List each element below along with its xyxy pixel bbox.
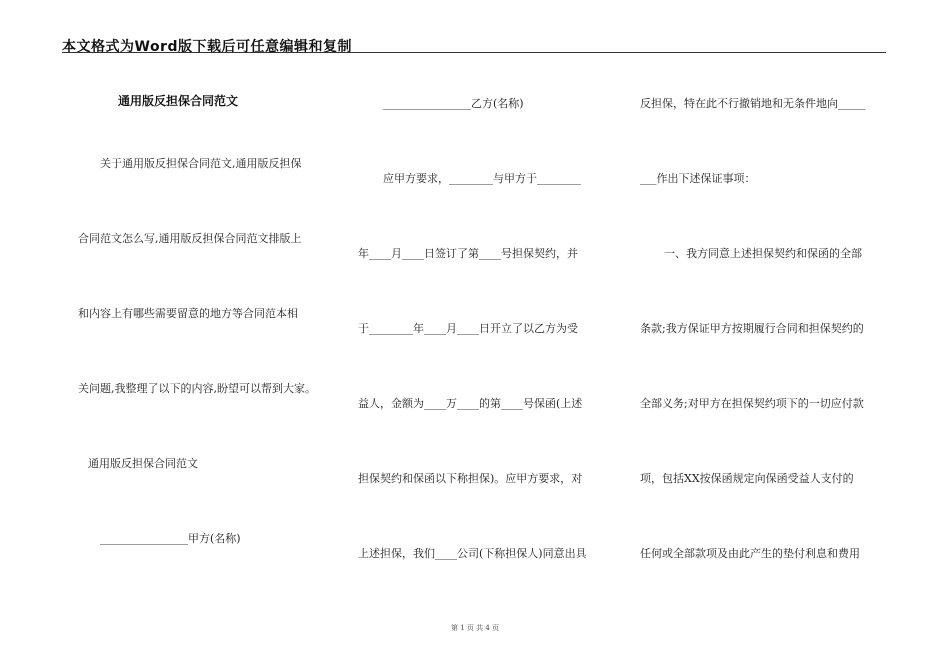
col2-line-6: 担保契约和保函以下称担保)。应甲方要求，对 (358, 472, 583, 485)
document-banner: 本文格式为Word版下载后可任意编辑和复制 (62, 39, 352, 55)
col1-party-a: ________________甲方(名称) (100, 532, 241, 545)
document-title: 通用版反担保合同范文 (118, 94, 239, 108)
col3-line-5: 全部义务;对甲方在担保契约项下的一切应付款 (640, 397, 864, 410)
col2-line-5: 益人，金额为____万____的第____号保函(上述 (358, 397, 583, 410)
col2-line-7: 上述担保，我们____公司(下称担保人)同意出具 (358, 547, 587, 560)
header-rule (62, 52, 886, 53)
col3-line-4: 条款;我方保证甲方按期履行合同和担保契约的 (640, 322, 864, 335)
col3-line-1: 反担保，特在此不行撤销地和无条件地向_____ (640, 97, 866, 110)
col2-line-4: 于________年____月____日开立了以乙方为受 (358, 322, 578, 335)
col2-line-1: ________________乙方(名称) (383, 97, 524, 110)
col1-line-4: 关问题,我整理了以下的内容,盼望可以帮到大家。 (78, 382, 316, 395)
col1-subtitle: 通用版反担保合同范文 (88, 457, 198, 470)
page-footer: 第 1 页 共 4 页 (450, 624, 500, 632)
col1-line-3: 和内容上有哪些需要留意的地方等合同范本相 (78, 307, 298, 320)
col3-line-2: ___作出下述保证事项： (640, 172, 756, 185)
col1-line-1: 关于通用版反担保合同范文,通用版反担保 (100, 157, 302, 170)
col3-line-7: 任何或全部款项及由此产生的垫付利息和费用 (640, 547, 860, 560)
col3-line-3: 一、我方同意上述担保契约和保函的全部 (664, 247, 862, 260)
col3-line-6: 项，包括XX按保函规定向保函受益人支付的 (640, 472, 854, 485)
col2-line-2: 应甲方要求，________与甲方于________ (383, 172, 581, 185)
col1-line-2: 合同范文怎么写,通用版反担保合同范文排版上 (78, 232, 302, 245)
col2-line-3: 年____月____日签订了第____号担保契约，并 (358, 247, 578, 260)
